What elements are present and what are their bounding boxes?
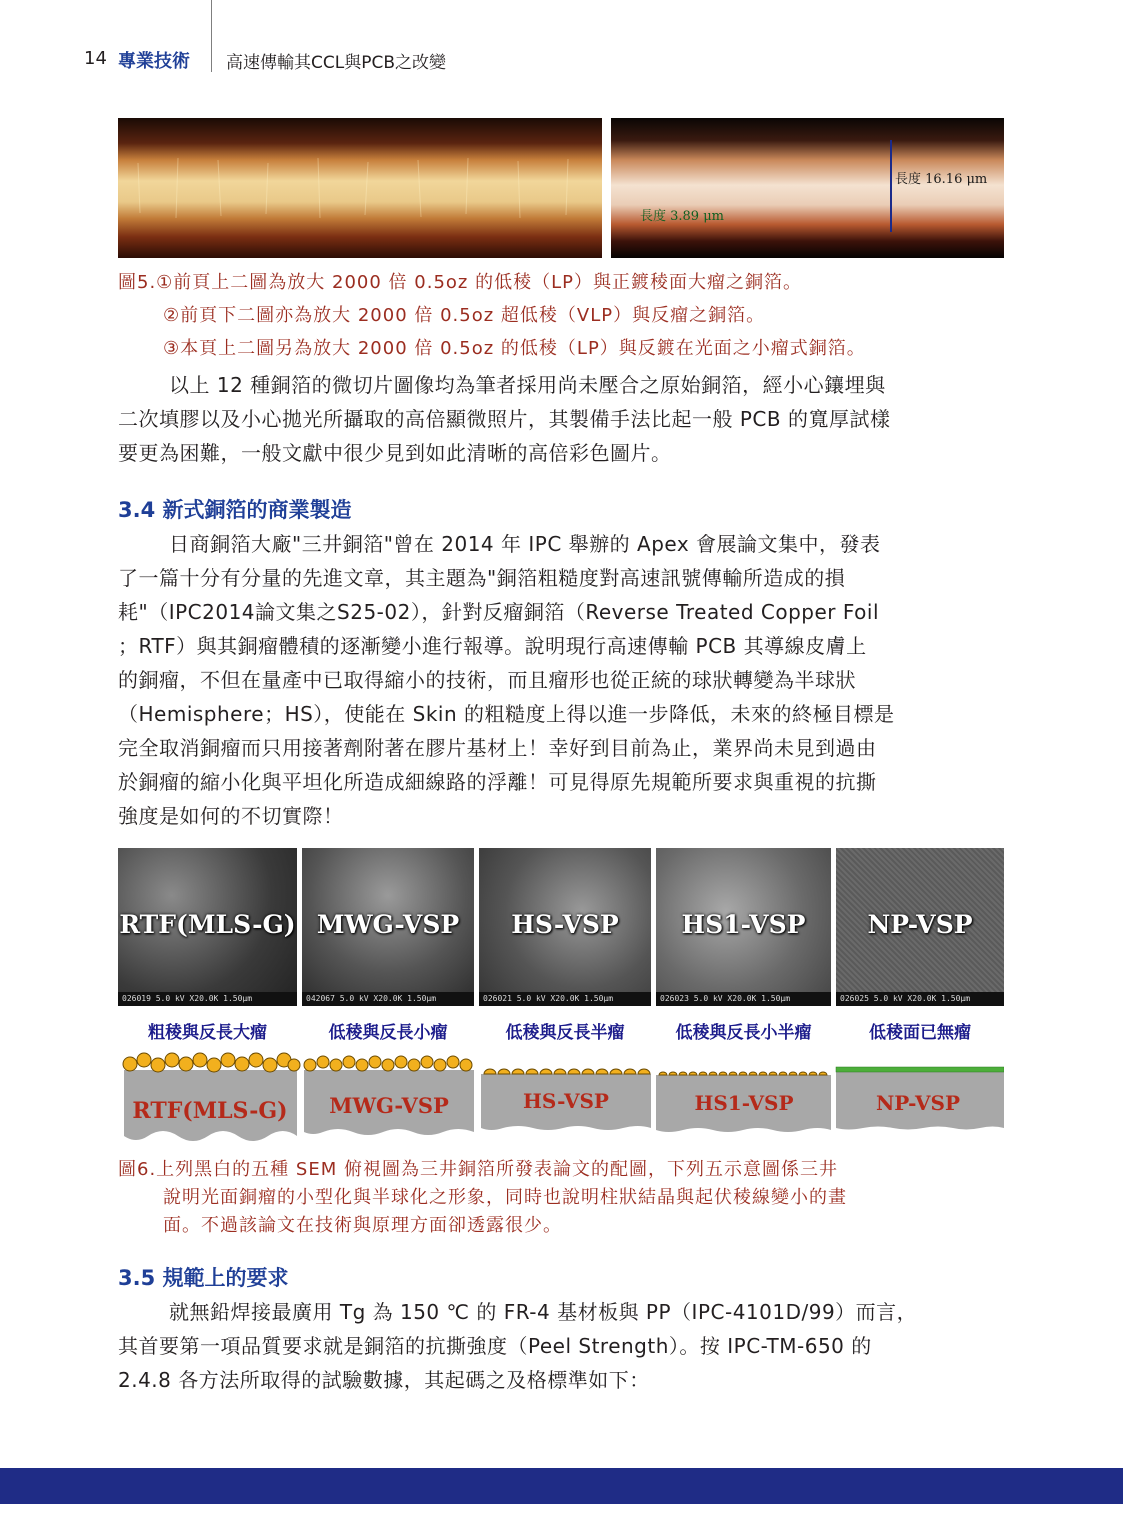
paragraph1-line-3: 要更為困難，一般文獻中很少見到如此清晰的高倍彩色圖片。 [118,441,672,465]
paragraph1-line-2: 二次填膠以及小心拋光所攝取的高倍顯微照片，其製備手法比起一般 PCB 的寬厚試樣 [118,407,891,431]
sem-info-bar: 026025 5.0 kV X20.0K 1.50μm [836,992,1004,1006]
section34-line-3: 耗"（IPC2014論文集之S25-02），針對反瘤銅箔（Reverse Treated Copper Foil [118,600,880,624]
schematic-label-mwg: MWG-VSP [329,1093,449,1118]
sem-image-mwg [302,848,474,1006]
sem-info-bar: 042067 5.0 kV X20.0K 1.50μm [302,992,474,1006]
schematic-panel-np [836,1067,1004,1130]
section34-line-7: 完全取消銅瘤而只用接著劑附著在膠片基材上！幸好到目前為止，業界尚未見到過由 [118,736,877,760]
section-3-4-heading: 3.4 新式銅箔的商業製造 [118,498,352,522]
sem-desc-hs: 低稜與反長半瘤 [505,1023,625,1043]
fig5-caption-1: 圖5.①前頁上二圖為放大 2000 倍 0.5oz 的低稜（LP）與正鍍稜面大瘤之銅箔。 [118,272,802,293]
section35-line-2: 其首要第一項品質要求就是銅箔的抗撕強度（Peel Strength）。按 IPC-TM-650 的 [118,1334,872,1358]
section34-line-8: 於銅瘤的縮小化與平坦化所造成細線路的浮離！可見得原先規範所要求與重視的抗撕 [118,770,877,794]
measure-label-short: 長度 3.89 μm [640,209,724,224]
nodule-schematic [118,1048,1004,1143]
page-number: 14 [84,48,107,69]
sem-label: HS1-VSP [681,910,806,939]
schematic-panel-hs1 [656,1072,831,1132]
sem-info-bar: 026019 5.0 kV X20.0K 1.50μm [118,992,297,1006]
running-title: 高速傳輸其CCL與PCB之改變 [226,53,446,73]
section35-line-1: 就無鉛焊接最廣用 Tg 為 150 ℃ 的 FR-4 基材板與 PP（IPC-4101D/99）而言， [169,1300,918,1324]
sem-image-rtf [118,848,297,1006]
sem-label: NP-VSP [867,910,973,939]
schematic-panel-hs [481,1069,651,1130]
fig5-caption-3: ③本頁上二圖另為放大 2000 倍 0.5oz 的低稜（LP）與反鍍在光面之小瘤式銅箔。 [163,338,866,359]
sem-label: RTF(MLS-G) [119,910,296,939]
paragraph1-line-1: 以上 12 種銅箔的微切片圖像均為筆者採用尚未壓合之原始銅箔，經小心鑲埋與 [169,373,886,397]
sem-info-bar: 026021 5.0 kV X20.0K 1.50μm [479,992,651,1006]
section34-line-2: 了一篇十分有分量的先進文章，其主題為"銅箔粗糙度對高速訊號傳輸所造成的損 [118,566,846,590]
sem-label: MWG-VSP [316,910,460,939]
sem-desc-mwg: 低稜與反長小瘤 [328,1023,448,1043]
sem-label: HS-VSP [511,910,619,939]
section-3-5-heading: 3.5 規範上的要求 [118,1266,289,1290]
footer-bar [0,1468,1123,1504]
sem-desc-rtf: 粗稜與反長大瘤 [148,1023,267,1043]
section-label: 專業技術 [118,51,190,72]
sem-image-hs [479,848,651,1006]
fig6-caption-3: 面。不過該論文在技術與原理方面卻透露很少。 [163,1215,562,1236]
sem-desc-hs1: 低稜與反長小半瘤 [675,1023,812,1043]
measure-label-long: 長度 16.16 μm [895,172,988,187]
header-divider [211,0,212,72]
schematic-label-rtf: RTF(MLS-G) [132,1098,288,1124]
schematic-label-np: NP-VSP [875,1091,961,1115]
sem-info-bar: 026023 5.0 kV X20.0K 1.50μm [656,992,831,1006]
fig6-caption-2: 說明光面銅瘤的小型化與半球化之形象，同時也說明柱狀結晶與起伏稜線變小的畫 [163,1187,847,1208]
schematic-panel-mwg [304,1056,474,1135]
schematic-label-hs: HS-VSP [523,1089,609,1113]
section34-line-9: 強度是如何的不切實際！ [118,804,344,828]
micrograph-right [611,118,1004,258]
section34-line-6: （Hemisphere；HS），使能在 Skin 的粗糙度上得以進一步降低，未來的終極目標是 [118,702,895,726]
section34-line-5: 的銅瘤，不但在量產中已取得縮小的技術，而且瘤形也從正統的球狀轉變為半球狀 [118,668,856,692]
section34-line-1: 日商銅箔大廠"三井銅箔"曾在 2014 年 IPC 舉辦的 Apex 會展論文集中，發表 [169,532,881,556]
sem-desc-np: 低稜面已無瘤 [869,1023,971,1043]
schematic-panel-rtf [123,1053,300,1141]
sem-image-np [836,848,1004,1006]
schematic-label-hs1: HS1-VSP [694,1091,794,1115]
section35-line-3: 2.4.8 各方法所取得的試驗數據，其起碼之及格標準如下： [118,1368,650,1392]
fig6-caption-1: 圖6.上列黑白的五種 SEM 俯視圖為三井銅箔所發表論文的配圖，下列五示意圖係三井 [118,1159,838,1180]
fig5-caption-2: ②前頁下二圖亦為放大 2000 倍 0.5oz 超低稜（VLP）與反瘤之銅箔。 [163,305,766,326]
micrograph-left [118,118,602,258]
measure-line-long [890,140,892,232]
section34-line-4: ；RTF）與其銅瘤體積的逐漸變小進行報導。說明現行高速傳輸 PCB 其導線皮膚上 [118,634,867,658]
sem-image-hs1 [656,848,831,1006]
